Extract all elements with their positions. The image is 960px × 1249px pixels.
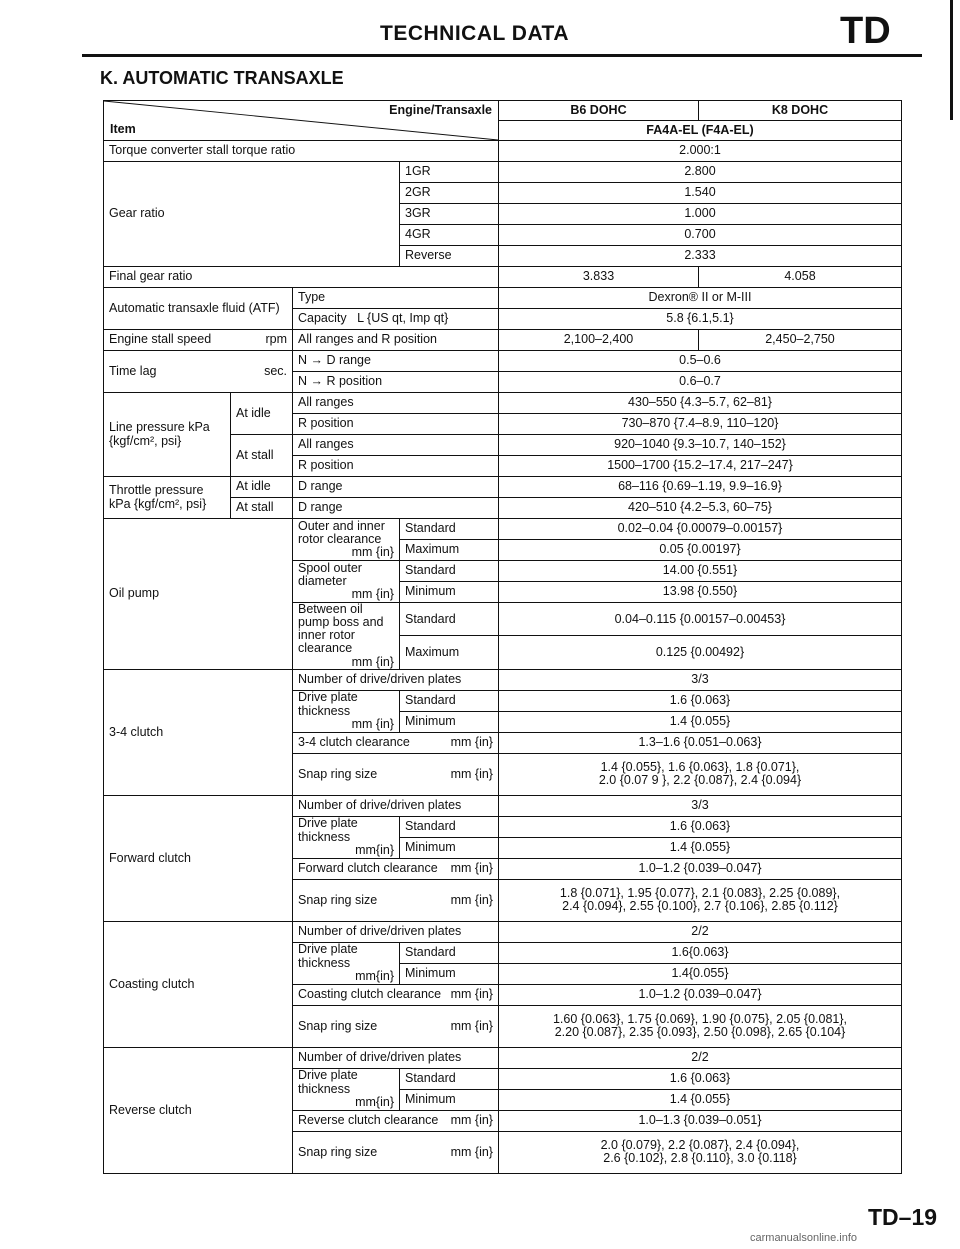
engine-transaxle-label: Engine/Transaxle — [389, 103, 492, 117]
value-cell: 2,100–2,400 — [499, 330, 699, 351]
clearance-label: Forward clutch clearance — [298, 861, 438, 876]
gear-label: 2GR — [400, 183, 499, 204]
table-row — [104, 477, 902, 498]
table-row — [104, 393, 902, 414]
thickness-label: Drive plate thickness — [298, 942, 358, 970]
standard-label: Standard — [400, 1068, 499, 1089]
sub-label: Type — [293, 288, 499, 309]
standard-label: Standard — [400, 816, 499, 837]
sub-label: D range — [293, 498, 499, 519]
value-cell: 1.6 {0.063} — [499, 1068, 902, 1089]
minimum-label: Minimum — [400, 1089, 499, 1110]
sub-label: At stall — [231, 498, 293, 519]
thickness-label: Drive plate thickness — [298, 1068, 358, 1096]
unit: sec. — [264, 363, 287, 378]
unit: mm{in} — [355, 968, 394, 983]
gear-label: 4GR — [400, 225, 499, 246]
snap-ring-values: 1.8 {0.071}, 1.95 {0.077}, 2.1 {0.083}, 2.25 {0.089}, — [559, 886, 841, 900]
margin-bar — [950, 0, 953, 120]
standard-label: Standard — [400, 561, 499, 582]
value-cell: 1.4 {0.055} — [499, 1089, 902, 1110]
capacity-unit: L {US qt, Imp qt} — [357, 311, 449, 326]
value-cell: 2.800 — [499, 162, 902, 183]
snap-ring-label: Snap ring size — [298, 892, 378, 907]
minimum-label: Minimum — [400, 963, 499, 984]
table-row — [104, 1047, 902, 1068]
row-label: Torque converter stall torque ratio — [104, 141, 499, 162]
value-cell: 730–870 {7.4–8.9, 110–120} — [499, 414, 902, 435]
sub-label: D range — [293, 477, 499, 498]
unit: mm{in} — [355, 1094, 394, 1109]
sub-label: At idle — [231, 393, 293, 435]
value-cell: 420–510 {4.2–5.3, 60–75} — [499, 498, 902, 519]
value-cell: 3/3 — [499, 795, 902, 816]
value-cell: 920–1040 {9.3–10.7, 140–152} — [499, 435, 902, 456]
thickness-label: Drive plate thickness — [298, 816, 358, 844]
unit: mm {in} — [450, 987, 493, 1002]
capacity-label: Capacity — [298, 311, 347, 326]
value-cell: 430–550 {4.3–5.7, 62–81} — [499, 393, 902, 414]
value-cell: 1.6 {0.063} — [499, 690, 902, 711]
sub-label: N → D range — [293, 351, 499, 372]
sub-label — [293, 816, 400, 858]
snap-ring-values: 2.6 {0.102}, 2.8 {0.110}, 3.0 {0.118} — [603, 1151, 797, 1166]
time-lag-label: Time lag — [109, 363, 157, 378]
snap-ring-label: Snap ring size — [298, 1144, 378, 1159]
transaxle-model: FA4A-EL (F4A-EL) — [499, 121, 902, 141]
value-cell: 0.05 {0.00197} — [499, 540, 902, 561]
unit: mm{in} — [355, 842, 394, 857]
sub-label: R position — [293, 414, 499, 435]
value-cell: 0.6–0.7 — [499, 372, 902, 393]
sub-label — [293, 732, 499, 753]
value-cell — [499, 879, 902, 921]
page-title: TECHNICAL DATA — [380, 22, 569, 45]
unit: mm {in} — [450, 766, 493, 781]
title-rule — [82, 54, 922, 57]
value-cell: 1500–1700 {15.2–17.4, 217–247} — [499, 456, 902, 477]
sub-label: Number of drive/driven plates — [293, 921, 499, 942]
table-row — [104, 288, 902, 309]
header-corner — [104, 101, 499, 141]
standard-label: Standard — [400, 690, 499, 711]
value-cell: 3/3 — [499, 669, 902, 690]
rotor-label: Outer and inner rotor clearance — [298, 518, 385, 546]
clearance-label: Coasting clutch clearance — [298, 987, 442, 1002]
value-cell: 1.0–1.2 {0.039–0.047} — [499, 984, 902, 1005]
unit: mm {in} — [450, 735, 493, 750]
unit: mm {in} — [450, 1113, 493, 1128]
row-label — [104, 330, 293, 351]
minimum-label: Minimum — [400, 837, 499, 858]
row-label: Reverse clutch — [104, 1047, 293, 1173]
table-row — [104, 267, 902, 288]
sub-label — [293, 879, 499, 921]
clearance-label: Reverse clutch clearance — [298, 1113, 439, 1128]
clearance-label: 3-4 clutch clearance — [298, 735, 410, 750]
row-label: Final gear ratio — [104, 267, 499, 288]
thickness-label: Drive plate thickness — [298, 690, 358, 718]
sub-label: All ranges — [293, 435, 499, 456]
value-cell — [499, 1131, 902, 1173]
boss-label: Between oil pump boss and inner rotor clearance — [298, 602, 384, 656]
value-cell: 1.540 — [499, 183, 902, 204]
sub-label — [293, 858, 499, 879]
value-cell: 1.4{0.055} — [499, 963, 902, 984]
sub-label — [293, 690, 400, 732]
sub-label — [293, 1110, 499, 1131]
value-cell: 13.98 {0.550} — [499, 582, 902, 603]
row-label: 3-4 clutch — [104, 669, 293, 795]
table-row — [104, 330, 902, 351]
minimum-label: Minimum — [400, 582, 499, 603]
value-cell: 2,450–2,750 — [699, 330, 902, 351]
sub-label — [293, 984, 499, 1005]
standard-label: Standard — [400, 519, 499, 540]
value-cell: 1.0–1.3 {0.039–0.051} — [499, 1110, 902, 1131]
sub-label: Number of drive/driven plates — [293, 795, 499, 816]
page-number: TD–19 — [868, 1204, 938, 1230]
item-label: Item — [110, 121, 136, 136]
row-label — [104, 351, 293, 393]
snap-ring-values: 2.0 {0.079}, 2.2 {0.087}, 2.4 {0.094}, — [600, 1138, 800, 1152]
table-row — [104, 141, 902, 162]
unit: mm {in} — [450, 1018, 493, 1033]
sub-label — [293, 1005, 499, 1047]
standard-label: Standard — [400, 942, 499, 963]
snap-ring-values: 2.0 {0.07 9 }, 2.2 {0.087}, 2.4 {0.094} — [598, 773, 802, 788]
row-label: Throttle pressure kPa {kgf/cm², psi} — [104, 477, 231, 519]
value-cell: 1.4 {0.055} — [499, 837, 902, 858]
row-label: Coasting clutch — [104, 921, 293, 1047]
page-code: TD — [840, 10, 891, 52]
sub-label: All ranges and R position — [293, 330, 499, 351]
sub-label: Number of drive/driven plates — [293, 1047, 499, 1068]
snap-ring-label: Snap ring size — [298, 766, 378, 781]
sub-label: All ranges — [293, 393, 499, 414]
table-row — [104, 519, 902, 540]
value-cell: 4.058 — [699, 267, 902, 288]
snap-ring-values: 1.4 {0.055}, 1.6 {0.063}, 1.8 {0.071}, — [600, 760, 800, 774]
value-cell: 0.5–0.6 — [499, 351, 902, 372]
sub-label — [293, 942, 400, 984]
snap-ring-values: 2.20 {0.087}, 2.35 {0.093}, 2.50 {0.098}, 2.65 {0.104} — [554, 1025, 846, 1040]
table-row — [104, 795, 902, 816]
value-cell: 1.3–1.6 {0.051–0.063} — [499, 732, 902, 753]
standard-label: Standard — [400, 603, 499, 636]
value-cell: 1.6 {0.063} — [499, 816, 902, 837]
table-row — [104, 921, 902, 942]
section-title: K. AUTOMATIC TRANSAXLE — [100, 68, 344, 88]
value-cell: 68–116 {0.69–1.19, 9.9–16.9} — [499, 477, 902, 498]
gear-label: 1GR — [400, 162, 499, 183]
snap-ring-label: Snap ring size — [298, 1018, 378, 1033]
sub-label: R position — [293, 456, 499, 477]
unit: mm {in} — [351, 716, 394, 731]
value-cell: 0.700 — [499, 225, 902, 246]
header-row — [104, 101, 902, 121]
value-cell: 0.125 {0.00492} — [499, 636, 902, 669]
value-cell: Dexron® II or M-III — [499, 288, 902, 309]
row-label: Gear ratio — [104, 162, 400, 267]
row-label: Forward clutch — [104, 795, 293, 921]
row-label: Automatic transaxle fluid (ATF) — [104, 288, 293, 330]
value-cell: 2.333 — [499, 246, 902, 267]
value-cell: 1.6{0.063} — [499, 942, 902, 963]
value-cell: 3.833 — [499, 267, 699, 288]
value-cell: 1.4 {0.055} — [499, 711, 902, 732]
maximum-label: Maximum — [400, 636, 499, 669]
sub-label: At stall — [231, 435, 293, 477]
unit: mm {in} — [450, 1144, 493, 1159]
sub-label — [293, 519, 400, 561]
value-cell: 14.00 {0.551} — [499, 561, 902, 582]
sub-label — [293, 1131, 499, 1173]
gear-label: 3GR — [400, 204, 499, 225]
unit: mm {in} — [450, 892, 493, 907]
value-cell: 1.000 — [499, 204, 902, 225]
value-cell: 2/2 — [499, 921, 902, 942]
sub-label: N → R position — [293, 372, 499, 393]
watermark: carmanualsonline.info — [750, 1232, 858, 1244]
b6-header: B6 DOHC — [499, 101, 699, 121]
sub-label — [293, 603, 400, 670]
spool-label: Spool outer diameter — [298, 560, 362, 588]
value-cell: 5.8 {6.1,5.1} — [499, 309, 902, 330]
unit: mm {in} — [351, 654, 394, 669]
value-cell — [499, 753, 902, 795]
table-row — [104, 669, 902, 690]
spec-table — [103, 100, 902, 1174]
sub-label: Number of drive/driven plates — [293, 669, 499, 690]
unit: mm {in} — [351, 587, 394, 602]
table-row — [104, 351, 902, 372]
unit: mm {in} — [450, 861, 493, 876]
snap-ring-values: 2.4 {0.094}, 2.55 {0.100}, 2.7 {0.106}, 2.85 {0.112} — [562, 899, 838, 914]
value-cell: 0.02–0.04 {0.00079–0.00157} — [499, 519, 902, 540]
snap-ring-values: 1.60 {0.063}, 1.75 {0.069}, 1.90 {0.075}, 2.05 {0.081}, — [552, 1012, 848, 1026]
value-cell: 1.0–1.2 {0.039–0.047} — [499, 858, 902, 879]
value-cell: 2/2 — [499, 1047, 902, 1068]
minimum-label: Minimum — [400, 711, 499, 732]
k8-header: K8 DOHC — [699, 101, 902, 121]
sub-label — [293, 1068, 400, 1110]
value-cell: 0.04–0.115 {0.00157–0.00453} — [499, 603, 902, 636]
sub-label — [293, 753, 499, 795]
stall-speed-label: Engine stall speed — [109, 332, 212, 347]
sub-label — [293, 309, 499, 330]
value-cell: 2.000:1 — [499, 141, 902, 162]
value-cell — [499, 1005, 902, 1047]
unit: rpm — [265, 332, 287, 347]
row-label: Line pressure kPa {kgf/cm², psi} — [104, 393, 231, 477]
table-row — [104, 162, 902, 183]
sub-label: At idle — [231, 477, 293, 498]
unit: mm {in} — [351, 545, 394, 560]
sub-label — [293, 561, 400, 603]
maximum-label: Maximum — [400, 540, 499, 561]
row-label: Oil pump — [104, 519, 293, 670]
gear-label: Reverse — [400, 246, 499, 267]
